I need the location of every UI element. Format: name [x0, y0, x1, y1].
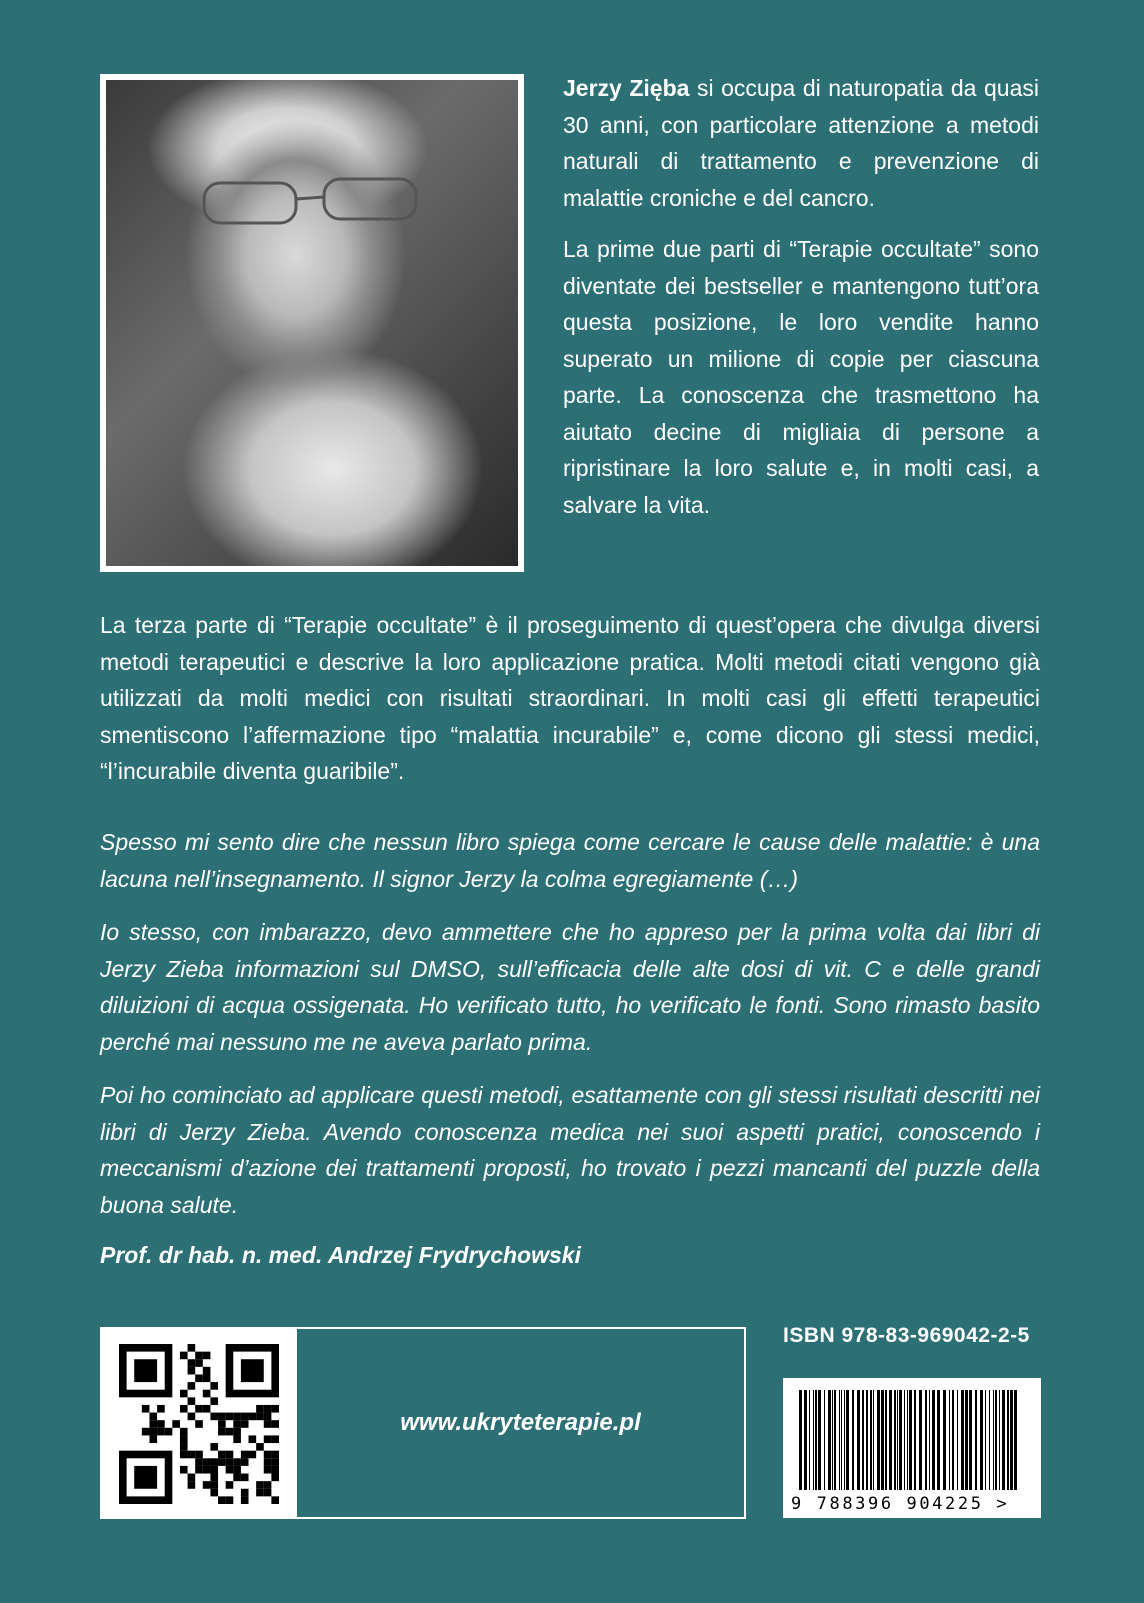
glasses-shape [196, 175, 426, 230]
isbn-label: ISBN 978-83-969042-2-5 [783, 1324, 1030, 1347]
author-photo-frame [100, 74, 524, 572]
endorsement-quotes [100, 824, 1040, 1240]
bio-paragraph-1 [563, 70, 1039, 216]
website-box [100, 1327, 746, 1519]
author-name: Jerzy Zięba [563, 75, 690, 101]
quote-paragraph: Spesso mi sento dire che nessun libro spiega come cercare le cause delle malattie: è una lacuna nell’insegnamento. Il signor Jerzy la colma egregiamente (…) [100, 829, 1040, 892]
quote-paragraph: Poi ho cominciato ad applicare questi metodi, esattamente con gli stessi risultati descritti nei libri di Jerzy Zieba. Avendo conoscenza medica nei suoi aspetti pratici, conoscendo i meccanismi d’azione dei trattamenti proposti, ho trovato i pezzi mancanti del puzzle della buona salute. [100, 1082, 1040, 1218]
author-photo [106, 80, 518, 566]
qr-code-icon [119, 1344, 279, 1504]
endorsement-signature: Prof. dr hab. n. med. Andrzej Frydrychowski [100, 1242, 581, 1268]
author-bio [563, 70, 1039, 538]
website-link[interactable]: www.ukryteterapie.pl [400, 1409, 641, 1436]
book-description: La terza parte di “Terapie occultate” è il proseguimento di quest’opera che divulga diversi metodi terapeutici e descrive la loro applicazione pratica. Molti metodi citati vengono già utilizzati da molti medici con risultati straordinari. In molti casi gli effetti terapeutici smentiscono l’affermazione tipo “malattia incurabile” e, come dicono gli stessi medici, “l’incurabile diventa guaribile”. [100, 612, 1040, 784]
qr-code [102, 1329, 297, 1517]
bio-paragraph-2: La prime due parti di “Terapie occultate” sono diventate dei bestseller e mantengono tutt’ora questa posizione, le loro vendite hanno superato un milione di copie per ciascuna parte. La conoscenza che trasmettono ha aiutato decine di migliaia di persone a ripristinare la loro salute e, in molti casi, a salvare la vita. [563, 236, 1039, 518]
barcode [783, 1378, 1041, 1518]
barcode-digits: 9 788396 904225 > [791, 1494, 1010, 1514]
bio-paragraph-1-text: si occupa di naturopatia da quasi 30 anni, con particolare attenzione a metodi naturali di trattamento e prevenzione di malattie croniche e del cancro. [563, 75, 1039, 211]
barcode-icon [799, 1390, 1025, 1490]
quote-paragraph: Io stesso, con imbarazzo, devo ammettere che ho appreso per la prima volta dai libri di Jerzy Zieba informazioni sul DMSO, sull’efficacia delle alte dosi di vit. C e delle grandi diluizioni di acqua ossigenata. Ho verificato tutto, ho verificato le fonti. Sono rimasto basito perché mai nessuno me ne aveva parlato prima. [100, 919, 1040, 1055]
